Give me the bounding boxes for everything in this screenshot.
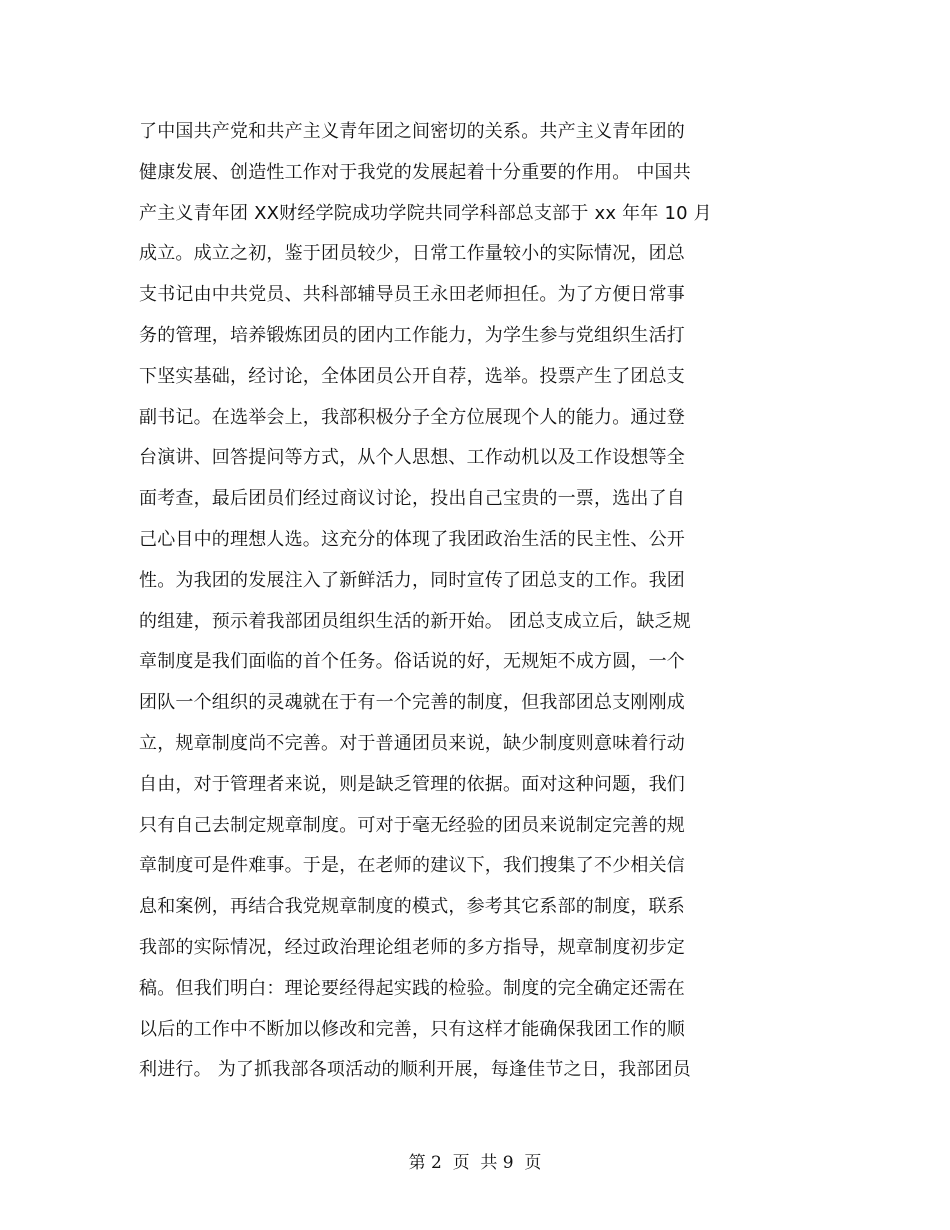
text-line: 利进行。 为了抓我部各项活动的顺利开展，每逢佳节之日，我部团员 <box>139 1059 691 1081</box>
text-line: 产主义青年团 XX财经学院成功学院共同学科部总支部于 xx 年年 10 月 <box>139 202 712 224</box>
text-line: 面考查，最后团员们经过商议讨论，投出自己宝贵的一票，选出了自 <box>139 488 685 510</box>
text-line: 了中国共产党和共产主义青年团之间密切的关系。共产主义青年团的 <box>139 121 685 142</box>
text-line: 息和案例，再结合我党规章制度的模式，参考其它系部的制度，联系 <box>139 896 685 918</box>
text-line: 自由，对于管理者来说，则是缺乏管理的依据。面对这种问题，我们 <box>139 773 685 795</box>
body-text <box>139 112 819 1091</box>
text-line: 成立。成立之初，鉴于团员较少，日常工作量较小的实际情况，团总 <box>139 243 685 265</box>
page-footer: 第 2 页 共 9 页 <box>408 1153 542 1173</box>
text-line: 团队一个组织的灵魂就在于有一个完善的制度，但我部团总支刚刚成 <box>139 692 685 714</box>
text-line: 下坚实基础，经讨论，全体团员公开自荐，选举。投票产生了团总支 <box>139 365 685 387</box>
text-line: 支书记由中共党员、共科部辅导员王永田老师担任。为了方便日常事 <box>139 284 685 306</box>
text-line: 己心目中的理想人选。这充分的体现了我团政治生活的民主性、公开 <box>139 528 685 550</box>
text-line: 我部的实际情况，经过政治理论组老师的多方指导，规章制度初步定 <box>139 936 685 958</box>
text-line: 只有自己去制定规章制度。可对于毫无经验的团员来说制定完善的规 <box>139 814 685 836</box>
text-line: 稿。但我们明白：理论要经得起实践的检验。制度的完全确定还需在 <box>139 977 685 999</box>
text-line: 章制度可是件难事。于是，在老师的建议下，我们搜集了不少相关信 <box>139 855 685 877</box>
text-line: 健康发展、创造性工作对于我党的发展起着十分重要的作用。 中国共 <box>139 161 691 183</box>
text-line: 台演讲、回答提问等方式，从个人思想、工作动机以及工作设想等全 <box>139 447 685 469</box>
text-line: 以后的工作中不断加以修改和完善，只有这样才能确保我团工作的顺 <box>139 1018 685 1040</box>
text-line: 务的管理，培养锻炼团员的团内工作能力，为学生参与党组织生活打 <box>139 324 685 346</box>
text-line: 副书记。在选举会上，我部积极分子全方位展现个人的能力。通过登 <box>139 406 685 428</box>
text-line: 立，规章制度尚不完善。对于普通团员来说，缺少制度则意味着行动 <box>139 732 685 754</box>
text-line: 的组建，预示着我部团员组织生活的新开始。 团总支成立后，缺乏规 <box>139 610 691 632</box>
text-line: 性。为我团的发展注入了新鲜活力，同时宣传了团总支的工作。我团 <box>139 569 685 591</box>
text-line: 章制度是我们面临的首个任务。俗话说的好，无规矩不成方圆，一个 <box>139 651 685 673</box>
